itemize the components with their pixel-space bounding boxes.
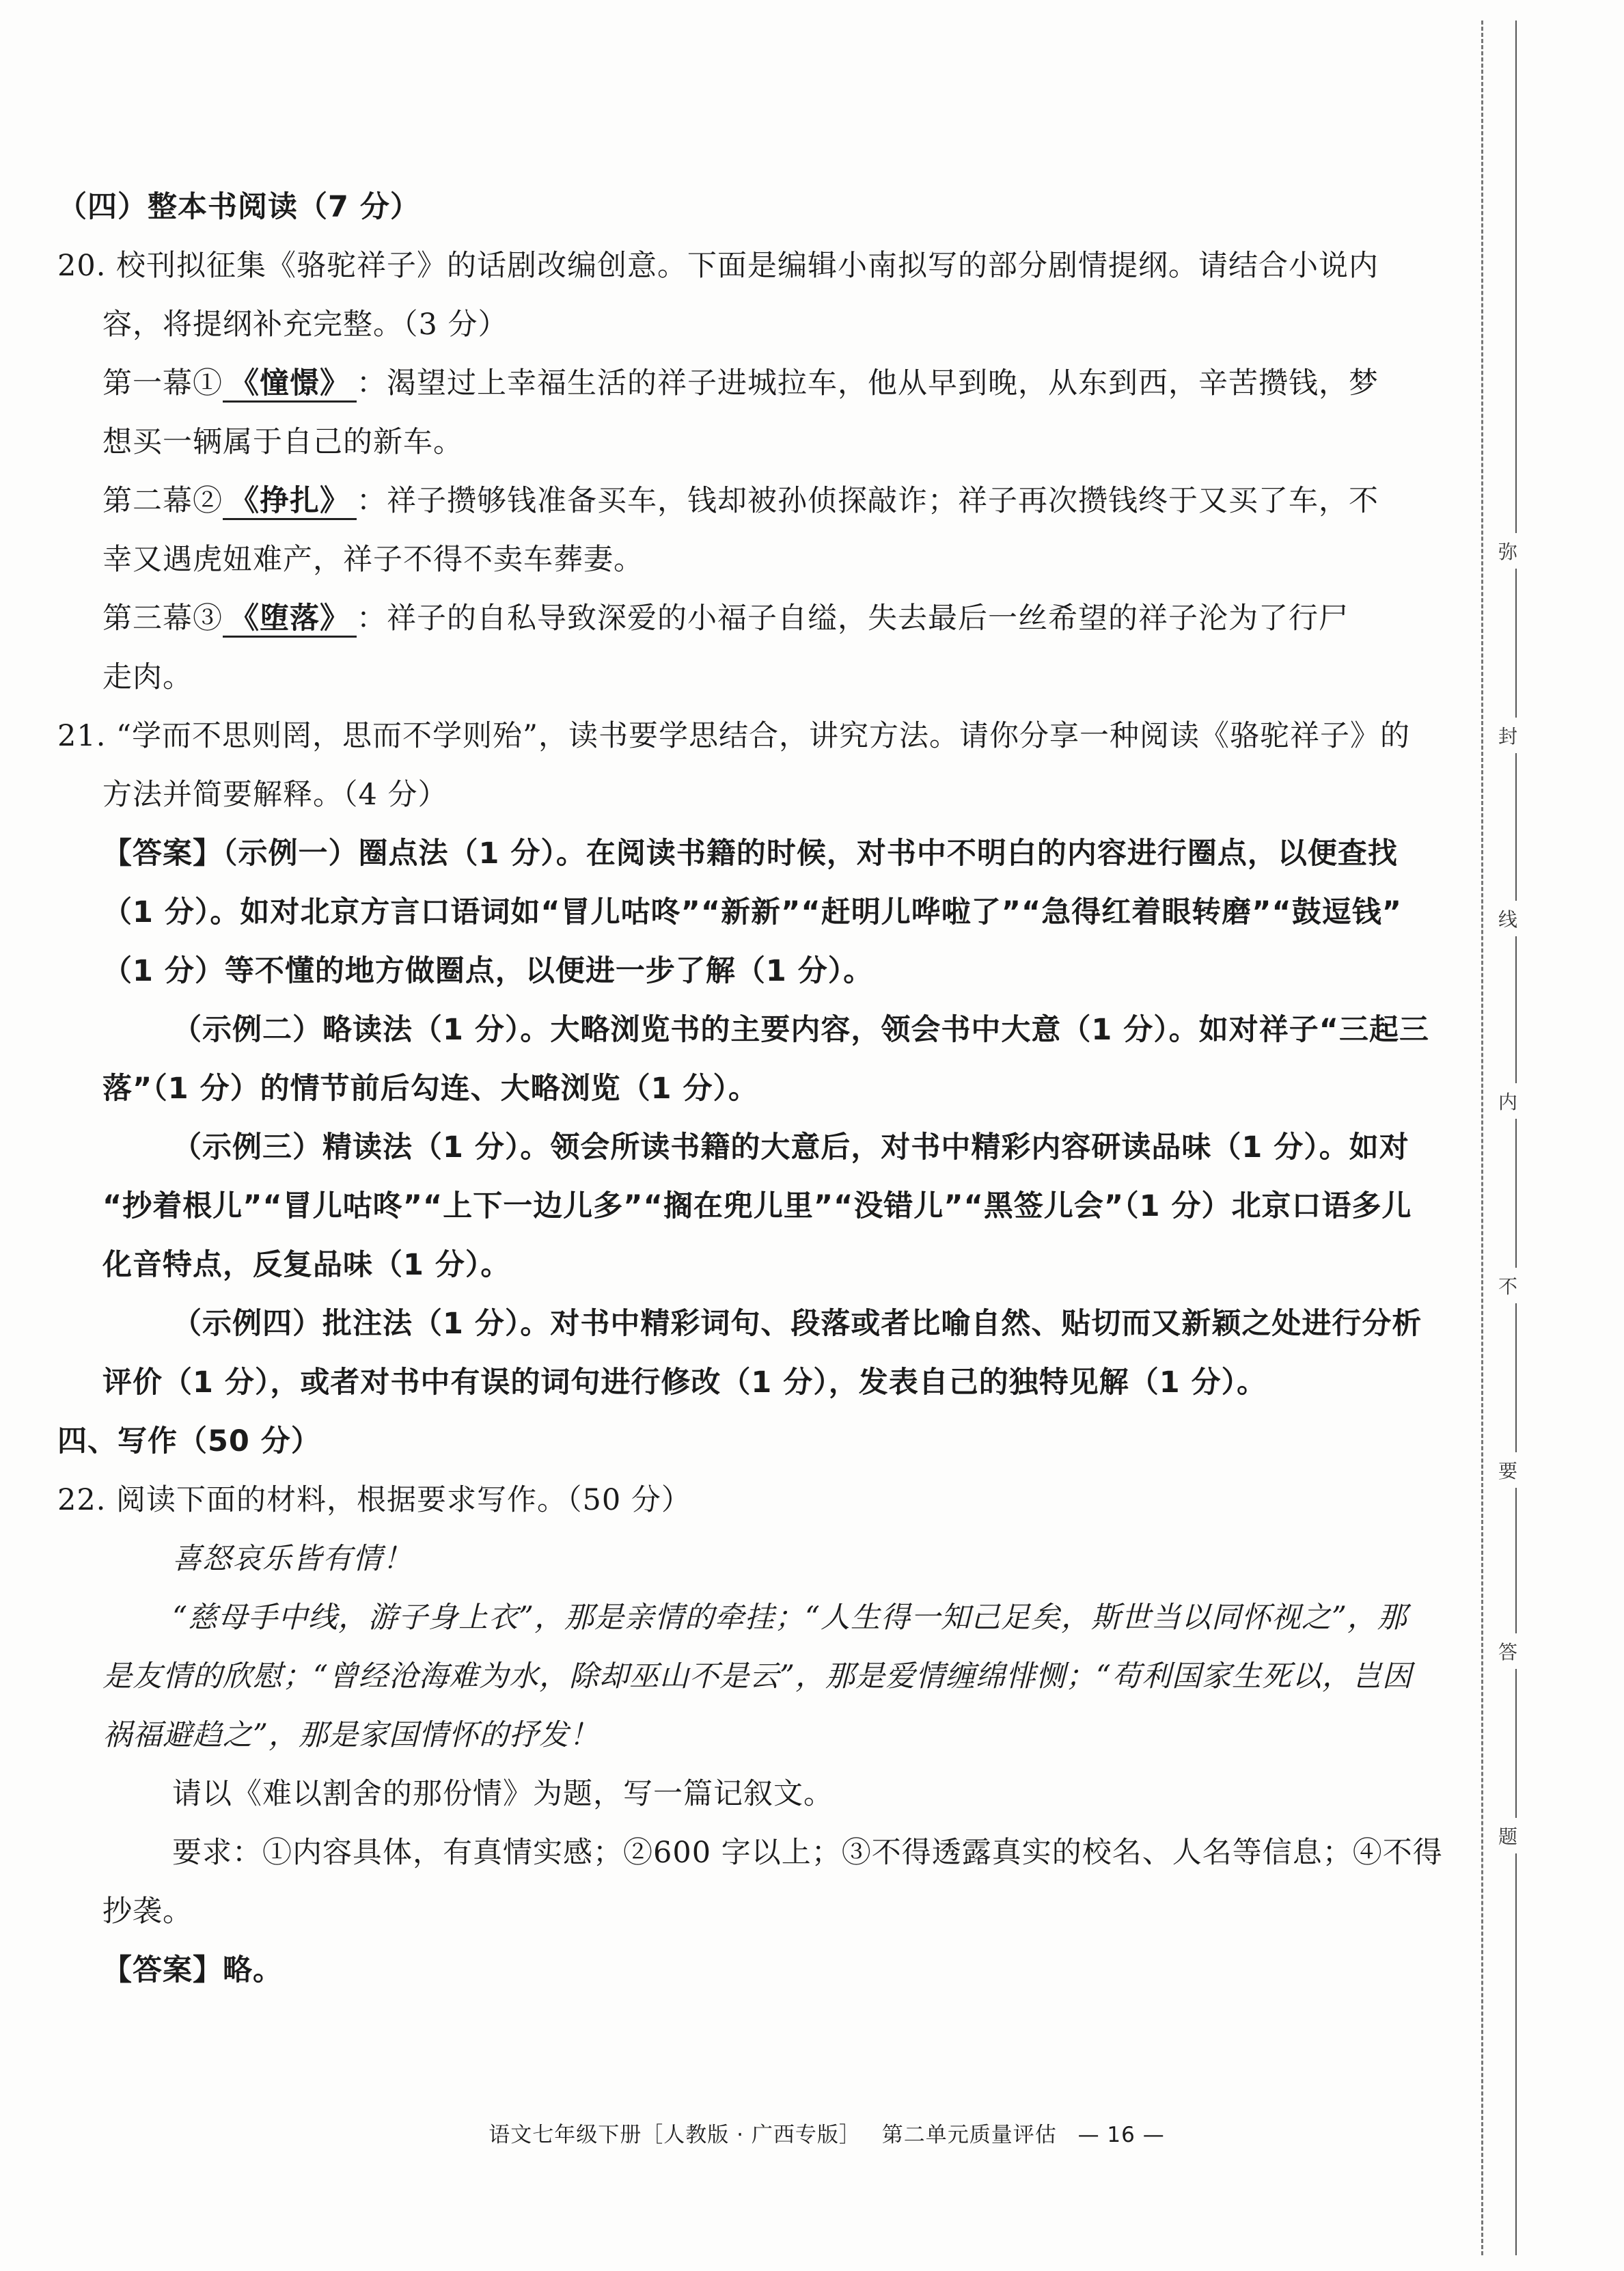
q21-answer-line: 评价（1 分），或者对书中有误的词句进行修改（1 分），发表自己的独特见解（1 分）。	[102, 1365, 1267, 1400]
section-heading-whole-book: （四）整本书阅读（7 分）	[57, 190, 420, 224]
act3-prefix: 第三幕③	[102, 601, 223, 636]
q20-act3	[57, 601, 1444, 660]
q20-line1: 20. 校刊拟征集《骆驼祥子》的话剧改编创意。下面是编辑小南拟写的部分剧情提纲。请结合小说内	[57, 249, 1379, 283]
binding-margin-char: 内	[1491, 1083, 1525, 1119]
q21-answer-line: （1 分）等不懂的地方做圈点，以便进一步了解（1 分）。	[102, 954, 874, 988]
binding-margin-char: 题	[1491, 1818, 1525, 1853]
act1-prefix: 第一幕①	[102, 366, 223, 400]
q21-answer-line: （示例四）批注法（1 分）。对书中精彩词句、段落或者比喻自然、贴切而又新颖之处进行分析	[172, 1307, 1422, 1341]
q22-requirements: 要求：①内容具体，有真情实感；②600 字以上；③不得透露真实的校名、人名等信息；④不得	[172, 1836, 1443, 1870]
q22-requirements-cont: 抄袭。	[102, 1894, 193, 1929]
binding-margin-char: 不	[1491, 1268, 1525, 1303]
page-number: — 16 —	[1077, 2123, 1165, 2147]
q20-act2-cont: 幸又遇虎妞难产，祥子不得不卖车葬妻。	[102, 543, 644, 577]
section-heading-writing: 四、写作（50 分）	[57, 1424, 321, 1458]
q20-act3-cont: 走肉。	[102, 660, 193, 694]
binding-margin-char: 封	[1491, 718, 1525, 753]
q21-line2: 方法并简要解释。（4 分）	[102, 778, 448, 812]
act3-blank	[223, 601, 357, 638]
page-content	[57, 190, 1444, 2012]
binding-dashed-line	[1481, 21, 1483, 2255]
q21-answer-line: （示例三）精读法（1 分）。领会所读书籍的大意后，对书中精彩内容研读品味（1 分）。如对	[172, 1130, 1409, 1165]
footer-book: 语文七年级下册［人教版 · 广西专版］	[488, 2123, 861, 2147]
page-footer	[451, 2117, 1202, 2148]
q22-material-line: 是友情的欣慰；“曾经沧海难为水，除却巫山不是云”，那是爱情缠绵悱恻；“苟利国家生死以，岂因	[102, 1659, 1412, 1694]
q21-answer-line: （示例二）略读法（1 分）。大略浏览书的主要内容，领会书中大意（1 分）。如对祥子“三起三	[172, 1013, 1430, 1047]
act1-text: ：渴望过上幸福生活的祥子进城拉车，他从早到晚，从东到西，辛苦攒钱，梦	[357, 366, 1379, 400]
q20-act2	[57, 484, 1444, 543]
binding-solid-line	[1515, 21, 1517, 2255]
q21-answer-line: 落”（1 分）的情节前后勾连、大略浏览（1 分）。	[102, 1072, 759, 1106]
q21-answer-line: 化音特点，反复品味（1 分）。	[102, 1248, 511, 1282]
q22-line1: 22. 阅读下面的材料，根据要求写作。（50 分）	[57, 1483, 691, 1517]
q22-material-title: 喜怒哀乐皆有情！	[172, 1542, 413, 1576]
act2-blank	[223, 484, 357, 520]
q21-answer-line: “抄着根儿”“冒儿咕咚”“上下一边儿多”“搁在兜儿里”“没错儿”“黑签儿会”（1 分）北京口语多儿	[102, 1189, 1412, 1223]
act2-prefix: 第二幕②	[102, 484, 223, 518]
q22-material-line: “慈母手中线，游子身上衣”，那是亲情的牵挂；“人生得一知己足矣，斯世当以同怀视之”，那	[172, 1601, 1407, 1635]
q22-answer: 【答案】略。	[102, 1953, 283, 1987]
q21-answer-line: 【答案】（示例一）圈点法（1 分）。在阅读书籍的时候，对书中不明白的内容进行圈点，以便查找	[102, 837, 1398, 871]
act3-answer: 《堕落》	[230, 601, 350, 636]
q20-line2: 容，将提纲补充完整。（3 分）	[102, 308, 508, 342]
act2-text: ：祥子攒够钱准备买车，钱却被孙侦探敲诈；祥子再次攒钱终于又买了车，不	[357, 484, 1379, 518]
act3-text: ：祥子的自私导致深爱的小福子自缢，失去最后一丝希望的祥子沦为了行尸	[357, 601, 1349, 636]
q21-answer-line: （1 分）。如对北京方言口语词如“冒儿咕咚”“新新”“赶明儿哗啦了”“急得红着眼转磨”“鼓逗钱”	[102, 895, 1402, 929]
binding-margin-char: 要	[1491, 1452, 1525, 1488]
q22-prompt: 请以《难以割舍的那份情》为题，写一篇记叙文。	[172, 1777, 834, 1811]
binding-margin-char: 线	[1491, 901, 1525, 936]
binding-margin-char: 弥	[1491, 533, 1525, 569]
footer-unit: 第二单元质量评估	[881, 2123, 1057, 2147]
act2-answer: 《挣扎》	[230, 484, 350, 518]
act1-answer: 《憧憬》	[230, 366, 350, 400]
binding-margin-char: 答	[1491, 1633, 1525, 1669]
q20-act1	[57, 366, 1444, 425]
q22-material-line: 祸福避趋之”，那是家国情怀的抒发！	[102, 1718, 599, 1752]
q20-act1-cont: 想买一辆属于自己的新车。	[102, 425, 463, 459]
act1-blank	[223, 366, 357, 403]
q21-line1: 21. “学而不思则罔，思而不学则殆”，读书要学思结合，讲究方法。请你分享一种阅读《骆驼祥子》的	[57, 719, 1411, 753]
